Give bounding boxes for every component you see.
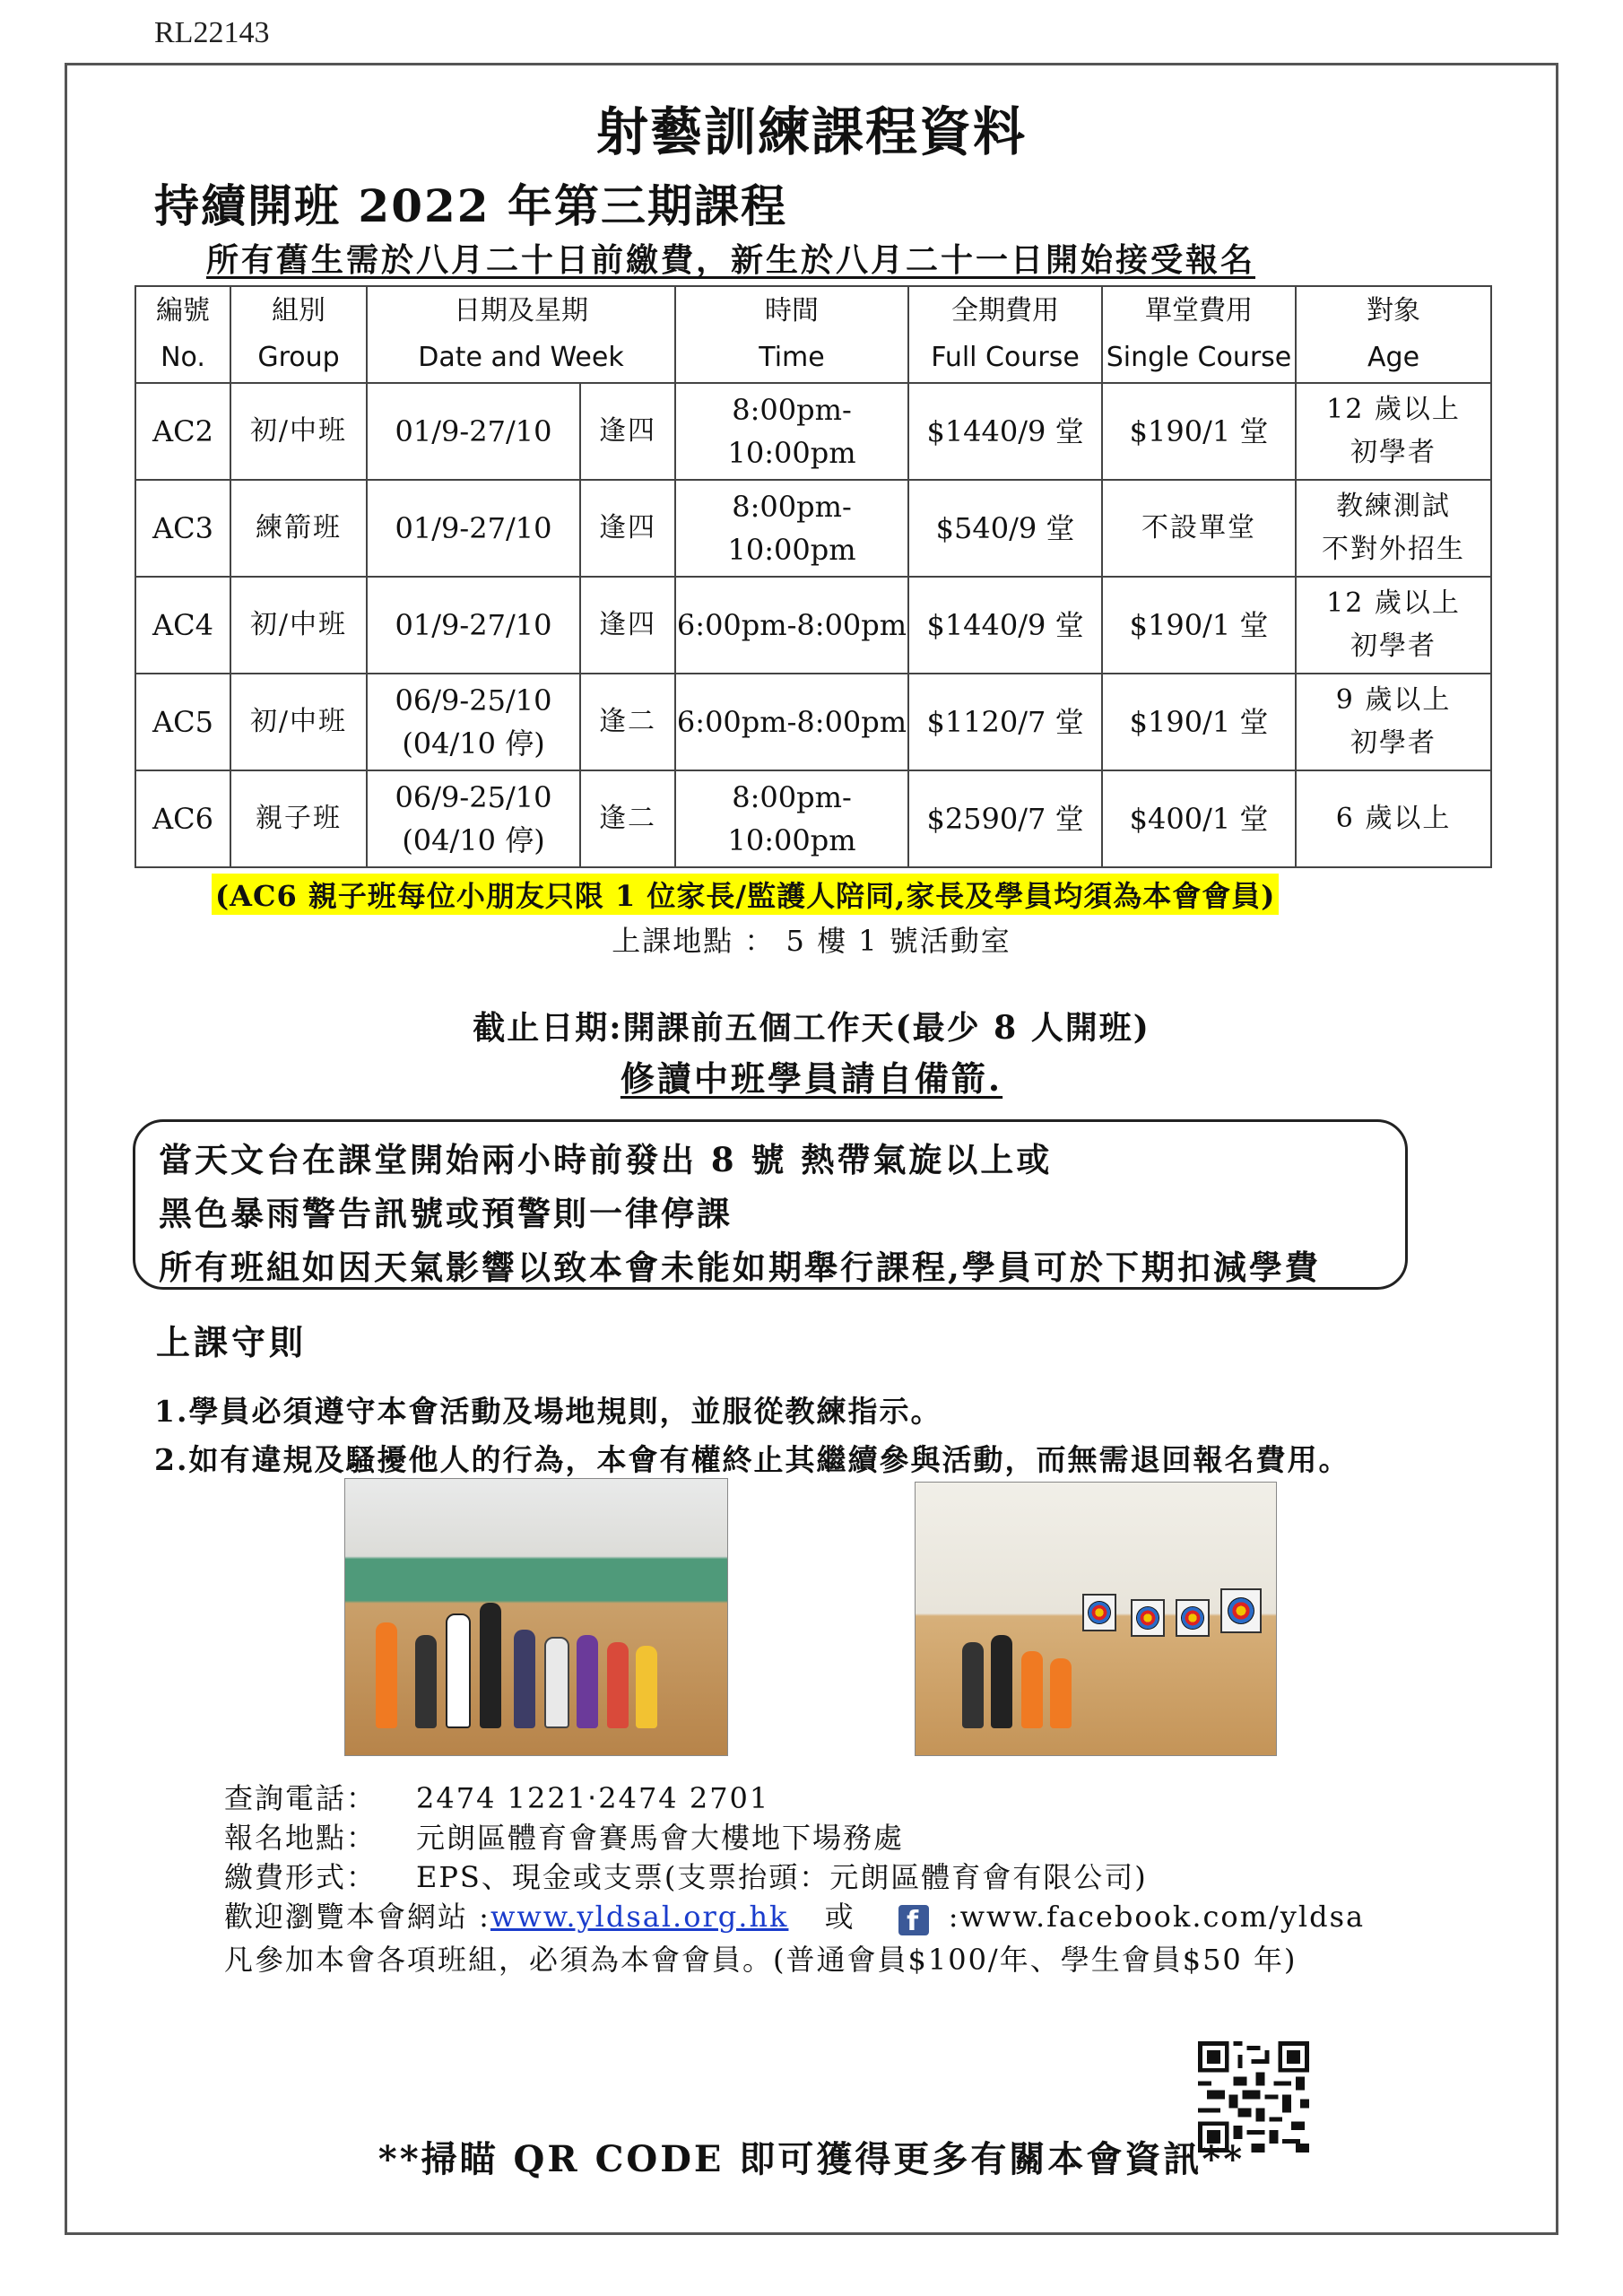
weather-line-1: 當天文台在課堂開始兩小時前發出 8 號 熱帶氣旋以上或 <box>159 1140 1053 1179</box>
phone-label: 查詢電話： <box>224 1781 378 1815</box>
enrollment-notice: 所有舊生需於八月二十日前繳費，新生於八月二十一日開始接受報名 <box>206 241 1256 279</box>
rules-title: 上課守則 <box>156 1322 308 1362</box>
cell-group: 親子班 <box>230 770 367 867</box>
header-no: 編號 No. <box>135 286 230 383</box>
cell-single-fee: $190/1 堂 <box>1102 674 1296 770</box>
facebook-link[interactable]: :www.facebook.com/yldsa <box>948 1900 1366 1934</box>
table-row <box>135 770 1491 867</box>
cell-no: AC5 <box>135 674 230 770</box>
cell-week: 逢二 <box>580 770 675 867</box>
address-info <box>224 1815 904 1857</box>
cell-no: AC6 <box>135 770 230 867</box>
cell-time: 6:00pm-8:00pm <box>675 577 908 674</box>
header-date-week: 日期及星期 Date and Week <box>367 286 675 383</box>
header-time: 時間 Time <box>675 286 908 383</box>
header-single-course: 單堂費用 Single Course <box>1102 286 1296 383</box>
web-info <box>224 1894 1365 1935</box>
cell-week: 逢四 <box>580 577 675 674</box>
qr-code-note: **掃瞄 QR CODE 即可獲得更多有關本會資訊** <box>378 2138 1245 2180</box>
weather-line-3: 所有班組如因天氣影響以致本會未能如期舉行課程,學員可於下期扣減學費 <box>159 1248 1321 1287</box>
phone-number: 2474 1221‧2474 2701 <box>416 1781 770 1815</box>
cell-time: 6:00pm-8:00pm <box>675 674 908 770</box>
header-age: 對象 Age <box>1296 286 1491 383</box>
cell-group: 初/中班 <box>230 577 367 674</box>
cell-single-fee: $400/1 堂 <box>1102 770 1296 867</box>
cell-single-fee: $190/1 堂 <box>1102 383 1296 480</box>
table-row <box>135 674 1491 770</box>
weather-line-2: 黑色暴雨警告訊號或預警則一律停課 <box>159 1194 733 1233</box>
rule-item: 2.如有違規及騷擾他人的行為，本會有權終止其繼續參與活動，而無需退回報名費用。 <box>154 1442 1350 1477</box>
cell-age: 教練測試 不對外招生 <box>1296 480 1491 577</box>
cell-full-fee: $1440/9 堂 <box>908 577 1102 674</box>
rule-item: 1.學員必須遵守本會活動及場地規則，並服從教練指示。 <box>154 1394 942 1429</box>
cell-age: 6 歲以上 <box>1296 770 1491 867</box>
cell-full-fee: $1120/7 堂 <box>908 674 1102 770</box>
table-header-row <box>135 286 1491 383</box>
archery-class-photo-kids <box>344 1478 728 1756</box>
cell-date: 06/9-25/10 (04/10 停) <box>367 674 580 770</box>
table-row <box>135 577 1491 674</box>
cell-week: 逢四 <box>580 383 675 480</box>
schedule-table <box>135 285 1492 868</box>
cell-week: 逢四 <box>580 480 675 577</box>
header-group: 組別 Group <box>230 286 367 383</box>
weather-notice-box <box>133 1119 1408 1290</box>
table-row <box>135 383 1491 480</box>
bring-arrows-note: 修讀中班學員請自備箭. <box>620 1058 1003 1099</box>
cell-full-fee: $540/9 堂 <box>908 480 1102 577</box>
cell-no: AC3 <box>135 480 230 577</box>
cell-group: 練箭班 <box>230 480 367 577</box>
cell-full-fee: $1440/9 堂 <box>908 383 1102 480</box>
deadline-info: 截止日期:開課前五個工作天(最少 8 人開班) <box>473 1009 1150 1047</box>
cell-no: AC2 <box>135 383 230 480</box>
cell-age: 9 歲以上 初學者 <box>1296 674 1491 770</box>
web-prefix: 歡迎瀏覽本會網站 : <box>224 1900 490 1934</box>
cell-date: 01/9-27/10 <box>367 577 580 674</box>
cell-week: 逢二 <box>580 674 675 770</box>
cell-date: 06/9-25/10 (04/10 停) <box>367 770 580 867</box>
venue-info: 上課地點 ： 5 樓 1 號活動室 <box>612 924 1011 958</box>
cell-single-fee: 不設單堂 <box>1102 480 1296 577</box>
archery-range-photo <box>915 1482 1277 1756</box>
cell-age: 12 歲以上 初學者 <box>1296 383 1491 480</box>
course-term-subtitle: 持續開班 2022 年第三期課程 <box>154 179 787 232</box>
header-full-course: 全期費用 Full Course <box>908 286 1102 383</box>
cell-single-fee: $190/1 堂 <box>1102 577 1296 674</box>
cell-date: 01/9-27/10 <box>367 383 580 480</box>
cell-no: AC4 <box>135 577 230 674</box>
cell-time: 8:00pm-10:00pm <box>675 770 908 867</box>
phone-info <box>224 1776 769 1817</box>
table-row <box>135 480 1491 577</box>
website-link[interactable]: www.yldsal.org.hk <box>490 1900 789 1934</box>
cell-group: 初/中班 <box>230 674 367 770</box>
cell-age: 12 歲以上 初學者 <box>1296 577 1491 674</box>
cell-time: 8:00pm-10:00pm <box>675 383 908 480</box>
address-value: 元朗區體育會賽馬會大樓地下場務處 <box>416 1821 905 1855</box>
page-title: 射藝訓練課程資料 <box>595 101 1027 162</box>
cell-date: 01/9-27/10 <box>367 480 580 577</box>
facebook-icon[interactable]: f <box>898 1905 929 1935</box>
cell-group: 初/中班 <box>230 383 367 480</box>
payment-value: EPS、現金或支票(支票抬頭：元朗區體育會有限公司) <box>416 1860 1148 1894</box>
address-label: 報名地點： <box>224 1821 378 1855</box>
cell-full-fee: $2590/7 堂 <box>908 770 1102 867</box>
payment-info <box>224 1855 1148 1896</box>
document-code: RL22143 <box>154 16 270 49</box>
web-or: 或 <box>824 1900 855 1934</box>
parent-accompany-note: (AC6 親子班每位小朋友只限 1 位家長/監護人陪同,家長及學員均須為本會會員) <box>212 874 1279 915</box>
membership-info: 凡參加本會各項班組，必須為本會會員。(普通會員$100/年、學生會員$50 年) <box>224 1943 1298 1977</box>
payment-label: 繳費形式： <box>224 1860 378 1894</box>
cell-time: 8:00pm-10:00pm <box>675 480 908 577</box>
